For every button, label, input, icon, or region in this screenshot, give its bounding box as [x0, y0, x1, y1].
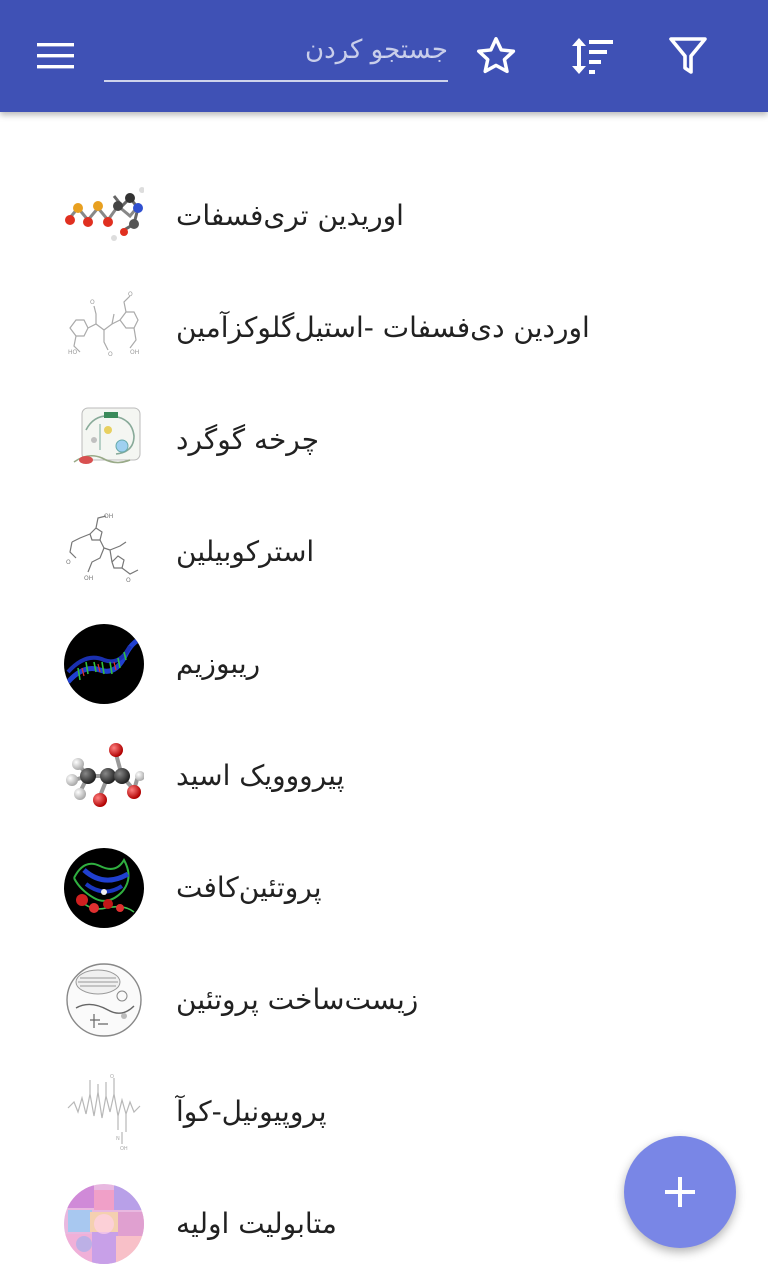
list-item-label: پروتئین‌کافت: [176, 871, 322, 904]
structural-formula-thumbnail: [64, 288, 144, 368]
article-list: [0, 160, 768, 1280]
svg-text:O: O: [108, 351, 113, 358]
svg-text:O: O: [110, 1074, 114, 1080]
svg-text:O: O: [126, 577, 131, 584]
add-button[interactable]: [624, 1136, 736, 1248]
protein-ribbon-thumbnail: [64, 848, 144, 928]
molecule-ball-stick-thumbnail: [64, 176, 144, 256]
list-item[interactable]: [0, 832, 768, 944]
list-item-label: پروپیونیل-کوآ: [176, 1095, 327, 1128]
list-item[interactable]: [0, 160, 768, 272]
list-item-label: پیرووویک اسید: [176, 759, 345, 792]
filter-button[interactable]: [656, 24, 720, 88]
sort-button[interactable]: [560, 24, 624, 88]
list-item-label: استرکوبیلین: [176, 535, 315, 568]
structural-formula-thumbnail: [64, 512, 144, 592]
svg-text:N: N: [116, 1136, 120, 1142]
filter-icon: [668, 35, 708, 77]
cell-diagram-thumbnail: [64, 960, 144, 1040]
structural-formula-thumbnail: [64, 1072, 144, 1152]
plus-icon: [664, 1176, 696, 1208]
list-item-label: زیست‌ساخت پروتئین: [176, 983, 419, 1016]
rna-ribbon-thumbnail: [64, 624, 144, 704]
svg-text:HO: HO: [68, 349, 78, 356]
svg-text:O: O: [66, 559, 71, 566]
svg-text:OH: OH: [84, 575, 94, 582]
sort-icon: [569, 34, 615, 78]
list-item-label: چرخه گوگرد: [176, 423, 320, 456]
star-outline-icon: [474, 34, 518, 78]
list-item[interactable]: [0, 496, 768, 608]
menu-button[interactable]: [24, 28, 88, 84]
svg-text:OH: OH: [120, 1146, 128, 1152]
list-item-label: ریبوزیم: [176, 647, 261, 680]
svg-text:O: O: [128, 291, 133, 298]
metabolite-map-thumbnail: [64, 1184, 144, 1264]
svg-text:O: O: [90, 299, 95, 306]
list-item[interactable]: [0, 944, 768, 1056]
list-item-label: اوردین دی‌فسفات -استیل‌گلوکزآمین: [176, 311, 590, 344]
search-input[interactable]: [104, 22, 448, 78]
svg-text:OH: OH: [130, 349, 140, 356]
list-item[interactable]: [0, 608, 768, 720]
list-item-label: متابولیت اولیه: [176, 1207, 337, 1240]
molecule-ball-stick-thumbnail: [64, 736, 144, 816]
app-bar: [0, 0, 768, 112]
hamburger-menu-icon: [37, 42, 75, 70]
cycle-diagram-thumbnail: [64, 400, 144, 480]
search-field[interactable]: [104, 22, 448, 82]
list-item-label: اوریدین تری‌فسفات: [176, 199, 404, 232]
list-item[interactable]: [0, 720, 768, 832]
svg-text:OH: OH: [104, 513, 114, 520]
favorites-button[interactable]: [464, 24, 528, 88]
list-item[interactable]: [0, 272, 768, 384]
list-item[interactable]: [0, 384, 768, 496]
